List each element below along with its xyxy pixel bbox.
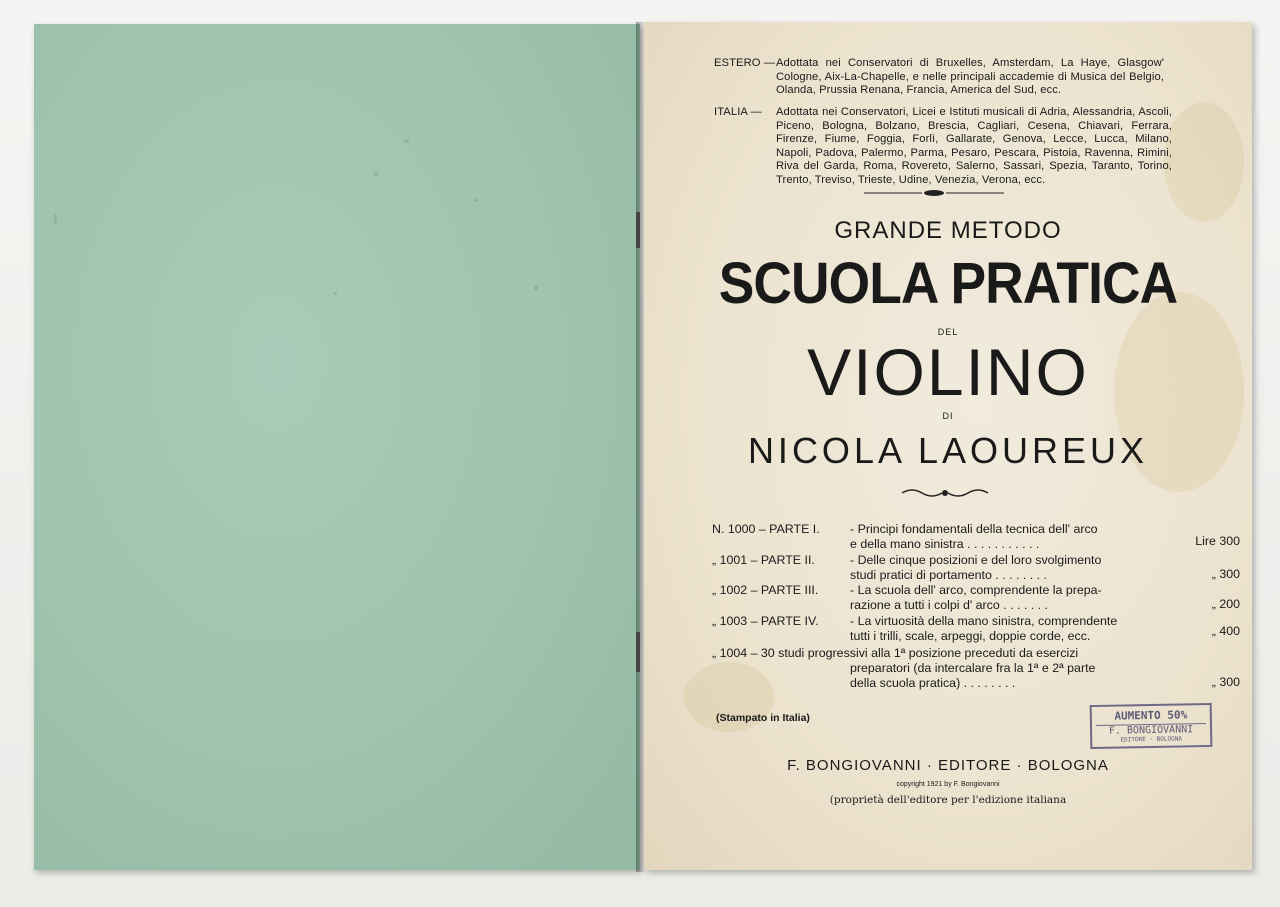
cover-speck <box>374 172 378 176</box>
stamp-line-2: F. BONGIOVANNI <box>1096 723 1206 737</box>
flourish-ornament <box>900 485 990 501</box>
title-grande-metodo: GRANDE METODO <box>834 217 1062 244</box>
italia-text: Adottata nei Conservatori, Licei e Istituti musicali di Adria, Alessandria, Ascoli, Piceno, Bologna, Bolzano, Brescia, Cagliari, Cesena, Chiavari, Ferrara, Firenze, Fiume, Foggia, Forlì, Gallarate, Genova, Lecce, Lucca, Milano, Napoli, Padova, Palermo, Parma, Pesaro, Pescara, Pistoia, Ravenna, Rimini, Riva del Garda, Roma, Rovereto, Salerno, Sassari, Spezia, Taranto, Torino, Trento, Treviso, Trieste, Udine, Venezia, Verona, ecc. <box>776 106 1172 186</box>
catalog-number: „ 1003 – PARTE IV. <box>712 614 819 628</box>
staple-bottom <box>636 632 640 672</box>
catalog-price: „ 300 <box>1211 675 1240 689</box>
catalog-price: „ 400 <box>1211 624 1240 638</box>
catalog-number: „ 1001 – PARTE II. <box>712 553 815 567</box>
estero-label: ESTERO — <box>714 57 776 69</box>
catalog-price: Lire 300 <box>1195 534 1240 548</box>
title-del: DEL <box>937 327 959 337</box>
green-back-cover <box>34 24 640 870</box>
author-name: NICOLA LAOUREUX <box>747 430 1149 471</box>
foxing-stain <box>1164 102 1244 222</box>
italia-label: ITALIA — <box>714 106 762 118</box>
catalog-description-cont: della scuola pratica) . . . . . . . . <box>850 676 1016 690</box>
catalog-number: „ 1002 – PARTE III. <box>712 583 819 597</box>
staple-top <box>636 212 640 248</box>
catalog-description: - La virtuosità della mano sinistra, comprendente <box>850 614 1118 628</box>
cover-speck <box>474 199 478 202</box>
divider-ornament <box>864 188 1004 198</box>
estero-text: Adottata nei Conservatori di Bruxelles, Amsterdam, La Haye, Glasgow' Cologne, Aix-La-Chapelle, e nelle principali accademie di Musica del Belgio, Olanda, Prussia Renana, Francia, America del Sud, ecc. <box>776 57 1164 97</box>
italia-paragraph <box>714 106 1172 190</box>
title-di: DI <box>942 411 954 421</box>
estero-paragraph <box>714 57 1164 101</box>
catalog-price: „ 300 <box>1211 567 1240 581</box>
propriety-line: (proprietà dell'editore per l'edizione italiana <box>829 794 1067 806</box>
catalog-description: - Principi fondamentali della tecnica dell' arco <box>850 522 1098 536</box>
printed-in-italy: (Stampato in Italia) <box>716 712 810 724</box>
catalog-description-cont: e della mano sinistra . . . . . . . . . . . <box>850 537 1040 551</box>
cover-speck <box>404 139 409 143</box>
title-page <box>644 22 1252 870</box>
cover-speck <box>534 286 538 290</box>
title-scuola-pratica: SCUOLA PRATICA <box>718 251 1178 316</box>
catalog-description-cont: preparatori (da intercalare fra la 1ª e 2ª parte <box>850 661 1096 675</box>
catalog-description: - Delle cinque posizioni e del loro svolgimento <box>850 553 1102 567</box>
title-violino: VIOLINO <box>807 335 1089 409</box>
publisher-line: F. BONGIOVANNI · EDITORE · BOLOGNA <box>787 757 1109 774</box>
catalog-description-cont: studi pratici di portamento . . . . . . . . <box>850 568 1047 582</box>
stamp-line-3: EDITORE · BOLOGNA <box>1120 735 1182 744</box>
copyright-line: copyright 1921 by F. Bongiovanni <box>896 781 1000 788</box>
cover-mark <box>54 214 57 224</box>
catalog-price: „ 200 <box>1211 597 1240 611</box>
catalog-description-cont: razione a tutti i colpi d' arco . . . . . . . <box>850 598 1048 612</box>
catalog-description-cont: tutti i trilli, scale, arpeggi, doppie corde, ecc. <box>850 629 1091 643</box>
catalog-number: N. 1000 – PARTE I. <box>712 522 820 536</box>
catalog-description: - La scuola dell' arco, comprendente la prepa- <box>850 583 1102 597</box>
price-increase-stamp <box>1090 703 1213 749</box>
catalog-number: „ 1004 – 30 studi progressivi alla 1ª posizione preceduti da esercizi <box>712 646 1079 660</box>
stamp-line-1: AUMENTO 50% <box>1114 708 1188 723</box>
cover-speck <box>334 292 337 295</box>
